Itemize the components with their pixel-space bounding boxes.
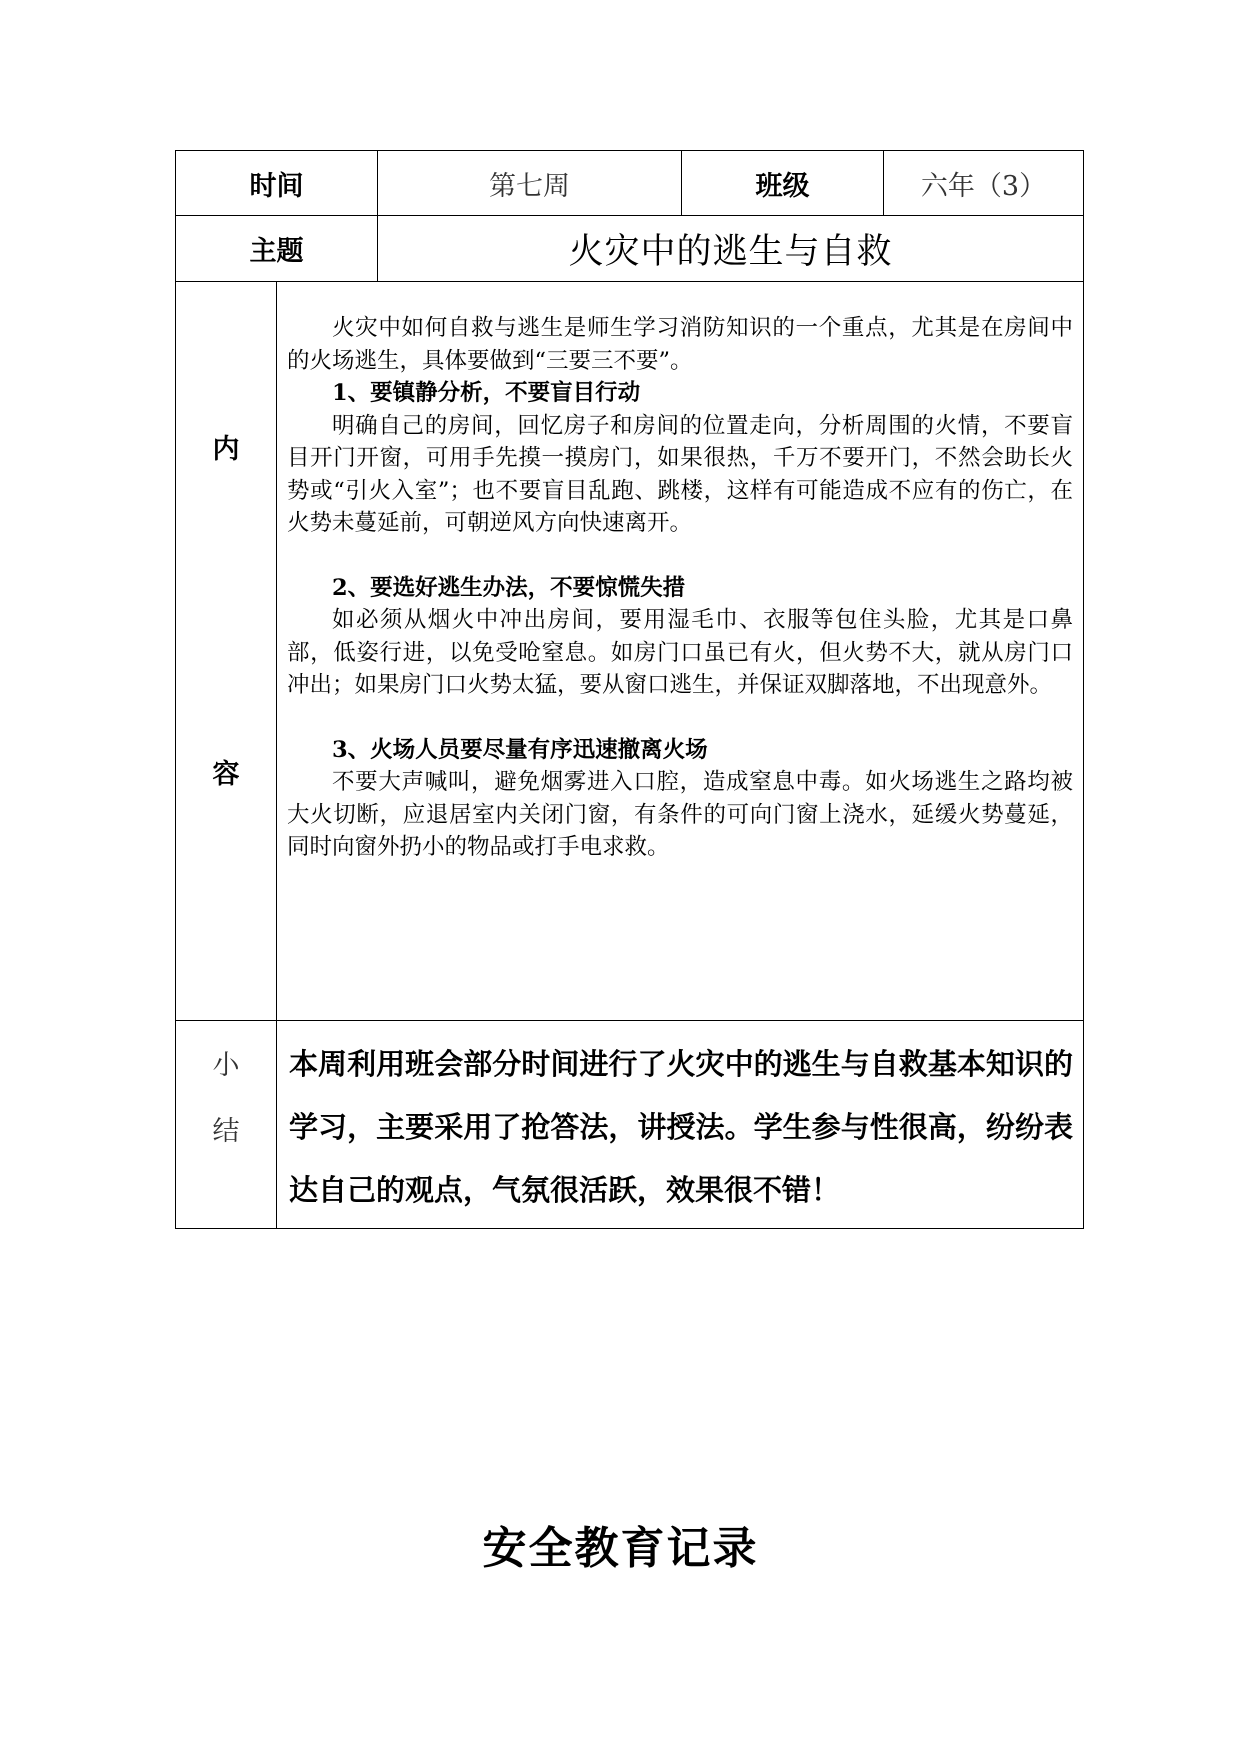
time-label: 时间 bbox=[176, 151, 378, 216]
summary-body bbox=[277, 1021, 1084, 1229]
class-label: 班级 bbox=[682, 151, 884, 216]
content-label-char-1: 内 bbox=[212, 434, 240, 465]
content-label bbox=[176, 282, 277, 1021]
content-row bbox=[176, 282, 1084, 1021]
content-intro: 火灾中如何自救与逃生是师生学习消防知识的一个重点，尤其是在房间中的火场逃生，具体要做到“三要三不要”。 bbox=[287, 315, 1073, 374]
section-heading: 3、火场人员要尽量有序迅速撤离火场 bbox=[332, 736, 708, 763]
section-body: 不要大声喊叫，避免烟雾进入口腔，造成窒息中毒。如火场逃生之路均被大火切断，应退居室内关闭门窗，有条件的可向门窗上浇水，延缓火势蔓延，同时向窗外扔小的物品或打手电求救。 bbox=[287, 769, 1073, 860]
footer-title: 安全教育记录 bbox=[482, 1523, 759, 1574]
topic-value: 火灾中的逃生与自救 bbox=[378, 216, 1084, 282]
topic-row bbox=[176, 216, 1084, 282]
content-label-char-2: 容 bbox=[212, 759, 240, 790]
summary-label bbox=[176, 1021, 277, 1229]
header-row bbox=[176, 151, 1084, 216]
section-heading: 2、要选好逃生办法，不要惊慌失措 bbox=[332, 574, 686, 601]
summary-row bbox=[176, 1021, 1084, 1229]
summary-text: 本周利用班会部分时间进行了火灾中的逃生与自救基本知识的学习，主要采用了抢答法，讲授法。学生参与性很高，纷纷表达自己的观点，气氛很活跃，效果很不错！ bbox=[289, 1047, 1073, 1207]
content-body bbox=[277, 282, 1084, 1021]
section-body: 如必须从烟火中冲出房间，要用湿毛巾、衣服等包住头脸，尤其是口鼻部，低姿行进，以免受呛窒息。如房门口虽已有火，但火势不大，就从房门口冲出；如果房门口火势太猛，要从窗口逃生，并保证双脚落地，不出现意外。 bbox=[287, 607, 1073, 698]
safety-record-table bbox=[175, 150, 1084, 1229]
topic-label: 主题 bbox=[176, 216, 378, 282]
section-heading: 1、要镇静分析，不要盲目行动 bbox=[332, 380, 641, 406]
summary-label-char-2: 结 bbox=[212, 1116, 240, 1147]
summary-label-char-1: 小 bbox=[212, 1050, 240, 1081]
time-value: 第七周 bbox=[378, 151, 682, 216]
section-body: 明确自己的房间，回忆房子和房间的位置走向，分析周围的火情，不要盲目开门开窗，可用手先摸一摸房门，如果很热，千万不要开门，不然会助长火势或“引火入室”；也不要盲目乱跑、跳楼，这样有可能造成不应有的伤亡，在火势未蔓延前，可朝逆风方向快速离开。 bbox=[287, 412, 1073, 536]
class-value: 六年（3） bbox=[884, 151, 1084, 216]
